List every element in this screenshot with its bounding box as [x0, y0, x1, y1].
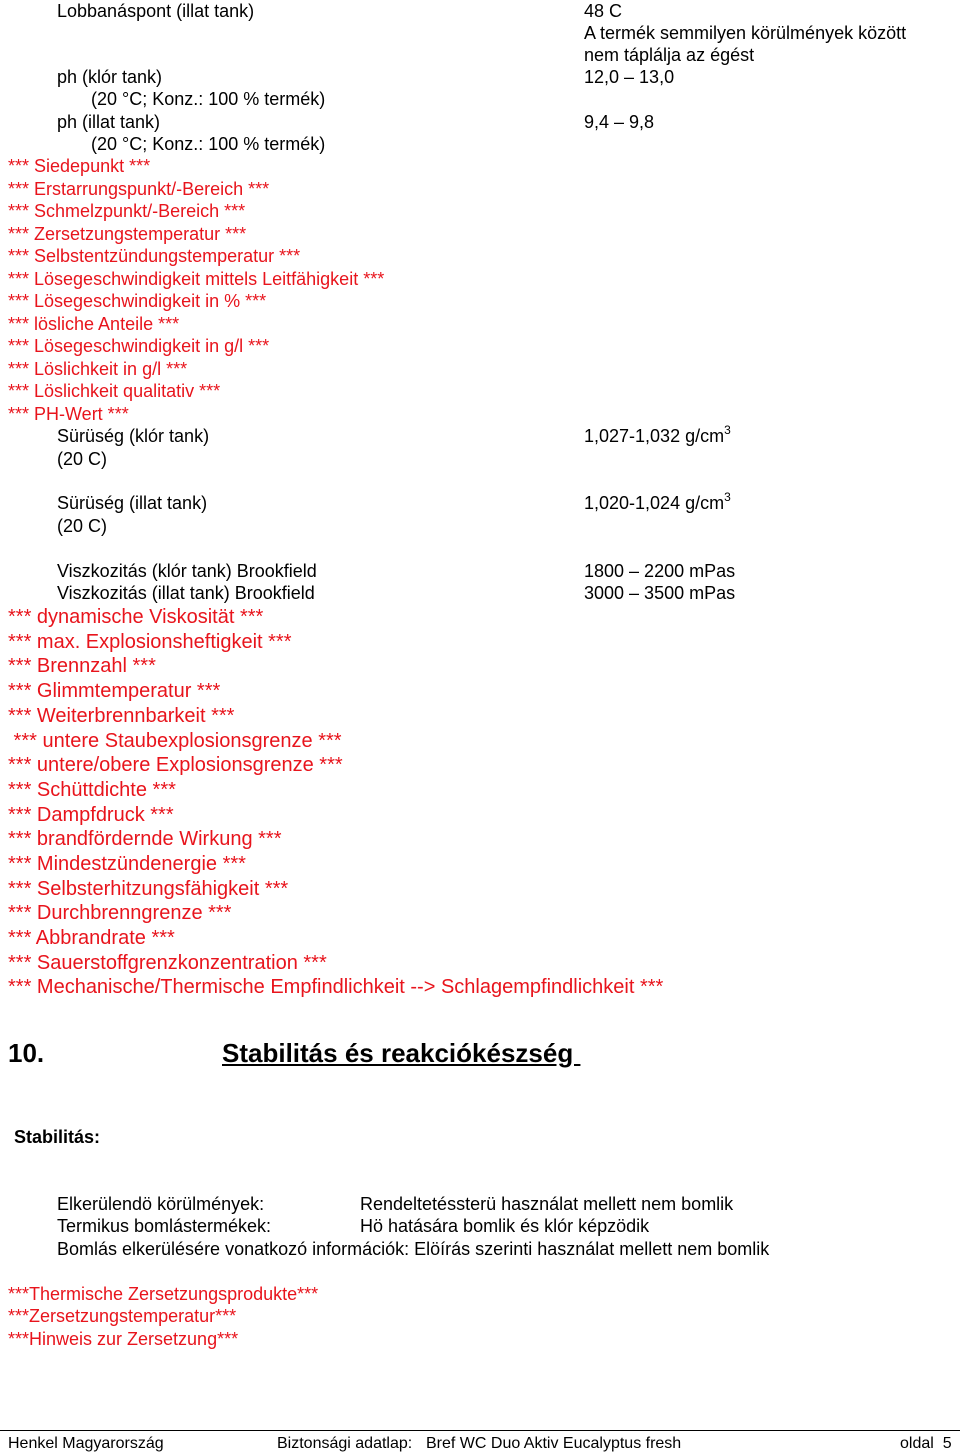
footer-company: Henkel Magyarország — [8, 1435, 164, 1452]
red-line: *** brandfördernde Wirkung *** — [8, 828, 282, 850]
prop-label-ph-fragrance-cond: (20 °C; Konz.: 100 % termék) — [91, 134, 326, 154]
red-line: *** Lösegeschwindigkeit in g/l *** — [8, 336, 270, 356]
prop-label-ph-fragrance: ph (illat tank) — [57, 112, 161, 132]
footer-doc-label: Biztonsági adatlap: — [277, 1435, 413, 1452]
prop-value-flashpoint-note: A termék semmilyen körülmények között — [584, 23, 907, 43]
density-label-chlorine: Sürüség (klór tank) — [57, 426, 210, 446]
red-line: *** Lösegeschwindigkeit mittels Leitfähigkeit *** — [8, 269, 385, 289]
red-line: *** Schmelzpunkt/-Bereich *** — [8, 201, 246, 221]
section-number: 10. — [8, 1038, 45, 1068]
footer-product: Bref WC Duo Aktiv Eucalyptus fresh — [426, 1435, 682, 1452]
density-cond-chlorine: (20 C) — [57, 449, 108, 469]
red-line: *** max. Explosionsheftigkeit *** — [8, 631, 292, 653]
red-line: *** Sauerstoffgrenzkonzentration *** — [8, 952, 327, 974]
prop-value-flashpoint-note-2: nem táplálja az égést — [584, 45, 755, 65]
section-title: Stabilitás és reakciókészség — [222, 1038, 581, 1068]
viscosity-value-fragrance: 3000 – 3500 mPas — [584, 583, 736, 603]
red-line: *** Erstarrungspunkt/-Bereich *** — [8, 179, 270, 199]
red-line: *** PH-Wert *** — [8, 404, 129, 424]
stability-label-avoid: Elkerülendö körülmények: — [57, 1194, 265, 1214]
red-line: *** lösliche Anteile *** — [8, 314, 180, 334]
prop-value-ph-fragrance: 9,4 – 9,8 — [584, 112, 655, 132]
red-line: *** Durchbrenngrenze *** — [8, 902, 232, 924]
red-line: ***Hinweis zur Zersetzung*** — [8, 1329, 239, 1349]
red-line: *** Mechanische/Thermische Empfindlichkeit --> Schlagempfindlichkeit *** — [8, 976, 664, 998]
red-line: ***Thermische Zersetzungsprodukte*** — [8, 1284, 319, 1304]
prop-value-flashpoint: 48 C — [584, 1, 623, 21]
prop-label-flashpoint: Lobbanáspont (illat tank) — [57, 1, 255, 21]
density-value-chlorine: 1,027-1,032 $g/cm^3$ — [584, 423, 731, 446]
red-line: *** Selbstentzündungstemperatur *** — [8, 246, 301, 266]
density-cond-fragrance: (20 C) — [57, 516, 108, 536]
red-line: *** Löslichkeit in g/l *** — [8, 359, 188, 379]
prop-value-ph-chlorine: 12,0 – 13,0 — [584, 67, 675, 87]
density-label-fragrance: Sürüség (illat tank) — [57, 493, 208, 513]
viscosity-label-fragrance: Viszkozitás (illat tank) Brookfield — [57, 583, 315, 603]
red-line: *** Dampfdruck *** — [8, 804, 174, 826]
red-line: *** Zersetzungstemperatur *** — [8, 224, 247, 244]
prop-label-ph-chlorine-cond: (20 °C; Konz.: 100 % termék) — [91, 89, 326, 109]
footer-page: oldal 5 — [900, 1435, 952, 1452]
red-line: *** Lösegeschwindigkeit in % *** — [8, 291, 267, 311]
stability-value-decomp: Hö hatására bomlik és klór képzödik — [360, 1216, 650, 1236]
red-line: *** Mindestzündenergie *** — [8, 853, 246, 875]
stability-heading: Stabilitás: — [14, 1127, 101, 1147]
red-line: *** Selbsterhitzungsfähigkeit *** — [8, 878, 289, 900]
red-line: *** Löslichkeit qualitativ *** — [8, 381, 221, 401]
density-value-fragrance: 1,020-1,024 $g/cm^3$ — [584, 490, 731, 513]
footer-rule — [0, 1430, 960, 1431]
stability-full-line: Bomlás elkerülésére vonatkozó információk: Elöírás szerinti használat mellett nem bomlik — [57, 1239, 770, 1259]
stability-value-avoid: Rendeltetéssterü használat mellett nem bomlik — [360, 1194, 734, 1214]
red-line: *** Abbrandrate *** — [8, 927, 175, 949]
red-line: ***Zersetzungstemperatur*** — [8, 1306, 237, 1326]
footer-page-number: 5 — [942, 1435, 952, 1452]
prop-label-ph-chlorine: ph (klór tank) — [57, 67, 163, 87]
red-line: *** dynamische Viskosität *** — [8, 606, 264, 628]
red-line: *** Brennzahl *** — [8, 655, 156, 677]
red-line: *** Siedepunkt *** — [8, 156, 151, 176]
red-line: *** Weiterbrennbarkeit *** — [8, 705, 235, 727]
red-line: *** untere/obere Explosionsgrenze *** — [8, 754, 343, 776]
red-line: *** Schüttdichte *** — [8, 779, 176, 801]
red-line: *** untere Staubexplosionsgrenze *** — [8, 730, 342, 752]
viscosity-label-chlorine: Viszkozitás (klór tank) Brookfield — [57, 561, 317, 581]
viscosity-value-chlorine: 1800 – 2200 mPas — [584, 561, 736, 581]
red-line: *** Glimmtemperatur *** — [8, 680, 221, 702]
stability-label-decomp: Termikus bomlástermékek: — [57, 1216, 272, 1236]
